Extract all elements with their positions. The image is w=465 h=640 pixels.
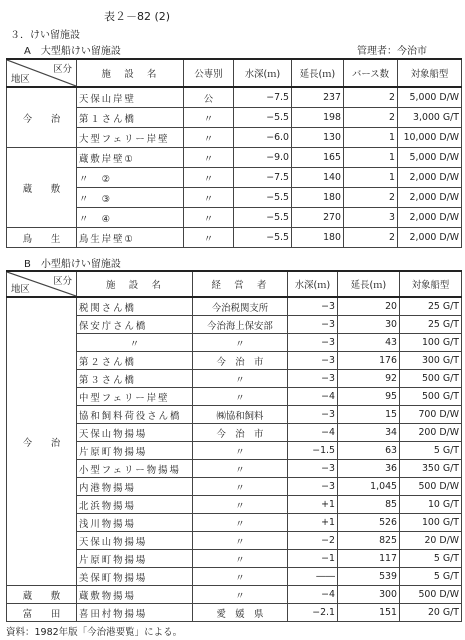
district-cell: 蔵 敷 (7, 148, 77, 228)
operator-cell: 今治海上保安部 (193, 316, 288, 334)
length-cell: 36 (338, 460, 400, 478)
district-cell: 鳥 生 (7, 228, 77, 248)
facility-cell: 天保山岸壁 (77, 87, 184, 108)
length-cell: 825 (338, 532, 400, 550)
depth-cell: −1 (288, 550, 338, 568)
ship-type-cell: 500 D/W (400, 586, 462, 604)
ship-type-cell: 10 G/T (400, 496, 462, 514)
facility-cell: 保安庁さん橋 (77, 316, 193, 334)
public-private-cell: 公 (184, 87, 234, 108)
depth-cell: −1.5 (288, 442, 338, 460)
length-header: 延長(ｍ) (292, 59, 344, 87)
depth-cell: −4 (288, 586, 338, 604)
operator-cell: 〃 (193, 586, 288, 604)
length-cell: 140 (292, 168, 344, 188)
district-category-header (7, 271, 77, 297)
depth-cell: −2 (288, 532, 338, 550)
district-cell: 今 治 (7, 87, 77, 148)
length-cell: 20 (338, 297, 400, 316)
depth-cell: −7.5 (234, 168, 292, 188)
operator-cell: 〃 (193, 460, 288, 478)
depth-cell: −3 (288, 370, 338, 388)
public-private-cell: 〃 (184, 228, 234, 248)
public-private-cell: 〃 (184, 188, 234, 208)
section-b-title: B 小型船けい留施設 (24, 259, 121, 270)
length-cell: 539 (338, 568, 400, 586)
operator-cell: 〃 (193, 478, 288, 496)
facility-header: 施 設 名 (77, 59, 184, 87)
facility-cell: 浅川物揚場 (77, 514, 193, 532)
facility-cell: 内港物揚場 (77, 478, 193, 496)
length-cell: 300 (338, 586, 400, 604)
depth-cell: −9.0 (234, 148, 292, 168)
operator-cell: ㈱協和飼料 (193, 406, 288, 424)
depth-cell: −3 (288, 316, 338, 334)
length-cell: 117 (338, 550, 400, 568)
length-cell: 151 (338, 604, 400, 622)
berths-cell: 1 (344, 148, 398, 168)
facility-cell: 税関さん橋 (77, 297, 193, 316)
ship-type-cell: 500 G/T (400, 388, 462, 406)
operator-cell: 今 治 市 (193, 424, 288, 442)
table-row (7, 604, 462, 622)
length-cell: 237 (292, 87, 344, 108)
depth-cell: −3 (288, 460, 338, 478)
length-cell: 30 (338, 316, 400, 334)
operator-header: 経 営 者 (193, 271, 288, 297)
operator-cell: 〃 (193, 388, 288, 406)
ship-type-cell: 10,000 D/W (398, 128, 462, 148)
berths-cell: 2 (344, 108, 398, 128)
length-cell: 92 (338, 370, 400, 388)
page-title: 表２－82 (2) (104, 10, 171, 23)
table-row (7, 148, 462, 168)
ship-type-cell: 5 G/T (400, 442, 462, 460)
ship-type-cell: 5 G/T (400, 568, 462, 586)
ship-type-cell: 100 G/T (400, 334, 462, 352)
facility-cell: 小型フェリー物揚場 (77, 460, 193, 478)
depth-cell: −3 (288, 352, 338, 370)
table-small-ship-mooring (6, 270, 462, 622)
ship-type-cell: 20 G/T (400, 604, 462, 622)
berths-cell: 1 (344, 168, 398, 188)
operator-cell: 〃 (193, 334, 288, 352)
public-private-cell: 〃 (184, 168, 234, 188)
length-cell: 270 (292, 208, 344, 228)
ship-type-cell: 25 G/T (400, 316, 462, 334)
district-category-header (7, 59, 77, 87)
length-header: 延長(ｍ) (338, 271, 400, 297)
operator-cell: 愛 媛 県 (193, 604, 288, 622)
length-cell: 63 (338, 442, 400, 460)
length-cell: 180 (292, 188, 344, 208)
facility-cell: 喜田村物揚場 (77, 604, 193, 622)
facility-cell: 蔵敷物揚場 (77, 586, 193, 604)
facility-cell: 片原町物揚場 (77, 550, 193, 568)
manager-label: 管理者：今治市 (357, 46, 427, 57)
ship-type-cell: 700 D/W (400, 406, 462, 424)
depth-header: 水深(ｍ) (234, 59, 292, 87)
depth-cell: −3 (288, 478, 338, 496)
depth-cell: +1 (288, 496, 338, 514)
category-label: 区分 (53, 64, 72, 75)
operator-cell: 〃 (193, 550, 288, 568)
ship-type-cell: 2,000 D/W (398, 228, 462, 248)
depth-cell: −2.1 (288, 604, 338, 622)
public-private-cell: 〃 (184, 148, 234, 168)
depth-cell: +1 (288, 514, 338, 532)
district-cell: 今 治 (7, 297, 77, 586)
operator-cell: 〃 (193, 496, 288, 514)
ship-type-header: 対象船型 (398, 59, 462, 87)
facility-cell: 美保町物揚場 (77, 568, 193, 586)
depth-cell: −5.5 (234, 108, 292, 128)
facility-cell: 〃 ③ (77, 188, 184, 208)
public-private-header: 公専別 (184, 59, 234, 87)
ship-type-cell: 2,000 D/W (398, 188, 462, 208)
facility-cell: 第２さん橋 (77, 352, 193, 370)
operator-cell: 〃 (193, 514, 288, 532)
category-label: 区分 (53, 276, 72, 287)
depth-cell: −3 (288, 334, 338, 352)
facility-cell: 中型フェリー岸壁 (77, 388, 193, 406)
depth-cell: −3 (288, 297, 338, 316)
ship-type-cell: 20 D/W (400, 532, 462, 550)
table-row (7, 297, 462, 316)
depth-cell: −7.5 (234, 87, 292, 108)
length-cell: 526 (338, 514, 400, 532)
district-cell: 富 田 (7, 604, 77, 622)
ship-type-cell: 5,000 D/W (398, 87, 462, 108)
operator-cell: 〃 (193, 370, 288, 388)
ship-type-cell: 500 G/T (400, 370, 462, 388)
ship-type-cell: 2,000 D/W (398, 168, 462, 188)
depth-cell: −5.5 (234, 208, 292, 228)
district-label: 地区 (11, 284, 30, 295)
operator-cell: 今治税関支所 (193, 297, 288, 316)
berths-cell: 2 (344, 228, 398, 248)
length-cell: 176 (338, 352, 400, 370)
facility-cell: 協和飼料荷役さん橋 (77, 406, 193, 424)
facility-header: 施 設 名 (77, 271, 193, 297)
ship-type-cell: 5,000 D/W (398, 148, 462, 168)
length-cell: 1,045 (338, 478, 400, 496)
table-row (7, 87, 462, 108)
berths-cell: 3 (344, 208, 398, 228)
table-large-ship-mooring (6, 58, 462, 248)
ship-type-cell: 2,000 D/W (398, 208, 462, 228)
facility-cell: 蔵敷岸壁① (77, 148, 184, 168)
public-private-cell: 〃 (184, 208, 234, 228)
ship-type-cell: 200 D/W (400, 424, 462, 442)
operator-cell: 今 治 市 (193, 352, 288, 370)
facility-cell: 天保山物揚場 (77, 424, 193, 442)
depth-cell: −4 (288, 388, 338, 406)
depth-cell: −5.5 (234, 228, 292, 248)
ship-type-cell: 100 G/T (400, 514, 462, 532)
berths-cell: 1 (344, 128, 398, 148)
depth-cell: −4 (288, 424, 338, 442)
facility-cell: 第３さん橋 (77, 370, 193, 388)
length-cell: 180 (292, 228, 344, 248)
facility-cell: 〃 (77, 334, 193, 352)
operator-cell: 〃 (193, 442, 288, 460)
district-cell: 蔵 敷 (7, 586, 77, 604)
length-cell: 95 (338, 388, 400, 406)
facility-cell: 第１さん橋 (77, 108, 184, 128)
length-cell: 85 (338, 496, 400, 514)
facility-cell: 片原町物揚場 (77, 442, 193, 460)
section-a-title: A 大型船けい留施設 (24, 46, 121, 57)
ship-type-header: 対象船型 (400, 271, 462, 297)
length-cell: 34 (338, 424, 400, 442)
depth-header: 水深(ｍ) (288, 271, 338, 297)
facility-cell: 天保山物揚場 (77, 532, 193, 550)
ship-type-cell: 300 G/T (400, 352, 462, 370)
berths-header: バース数 (344, 59, 398, 87)
ship-type-cell: 500 D/W (400, 478, 462, 496)
length-cell: 15 (338, 406, 400, 424)
facility-cell: 鳥生岸壁① (77, 228, 184, 248)
facility-cell: 大型フェリー岸壁 (77, 128, 184, 148)
depth-cell: ―― (288, 568, 338, 586)
table-row (7, 586, 462, 604)
length-cell: 165 (292, 148, 344, 168)
length-cell: 130 (292, 128, 344, 148)
footnote: 資料：1982年版「今治港要覧」による。 (6, 627, 183, 638)
depth-cell: −3 (288, 406, 338, 424)
public-private-cell: 〃 (184, 128, 234, 148)
facility-cell: 北浜物揚場 (77, 496, 193, 514)
berths-cell: 2 (344, 87, 398, 108)
ship-type-cell: 5 G/T (400, 550, 462, 568)
berths-cell: 2 (344, 188, 398, 208)
ship-type-cell: 25 G/T (400, 297, 462, 316)
operator-cell: 〃 (193, 532, 288, 550)
table-row (7, 228, 462, 248)
district-label: 地区 (11, 74, 30, 85)
facility-cell: 〃 ④ (77, 208, 184, 228)
public-private-cell: 〃 (184, 108, 234, 128)
facility-cell: 〃 ② (77, 168, 184, 188)
depth-cell: −6.0 (234, 128, 292, 148)
ship-type-cell: 350 G/T (400, 460, 462, 478)
operator-cell: 〃 (193, 568, 288, 586)
ship-type-cell: 3,000 G/T (398, 108, 462, 128)
section-title: ３．けい留施設 (10, 30, 80, 41)
length-cell: 198 (292, 108, 344, 128)
depth-cell: −5.5 (234, 188, 292, 208)
length-cell: 43 (338, 334, 400, 352)
